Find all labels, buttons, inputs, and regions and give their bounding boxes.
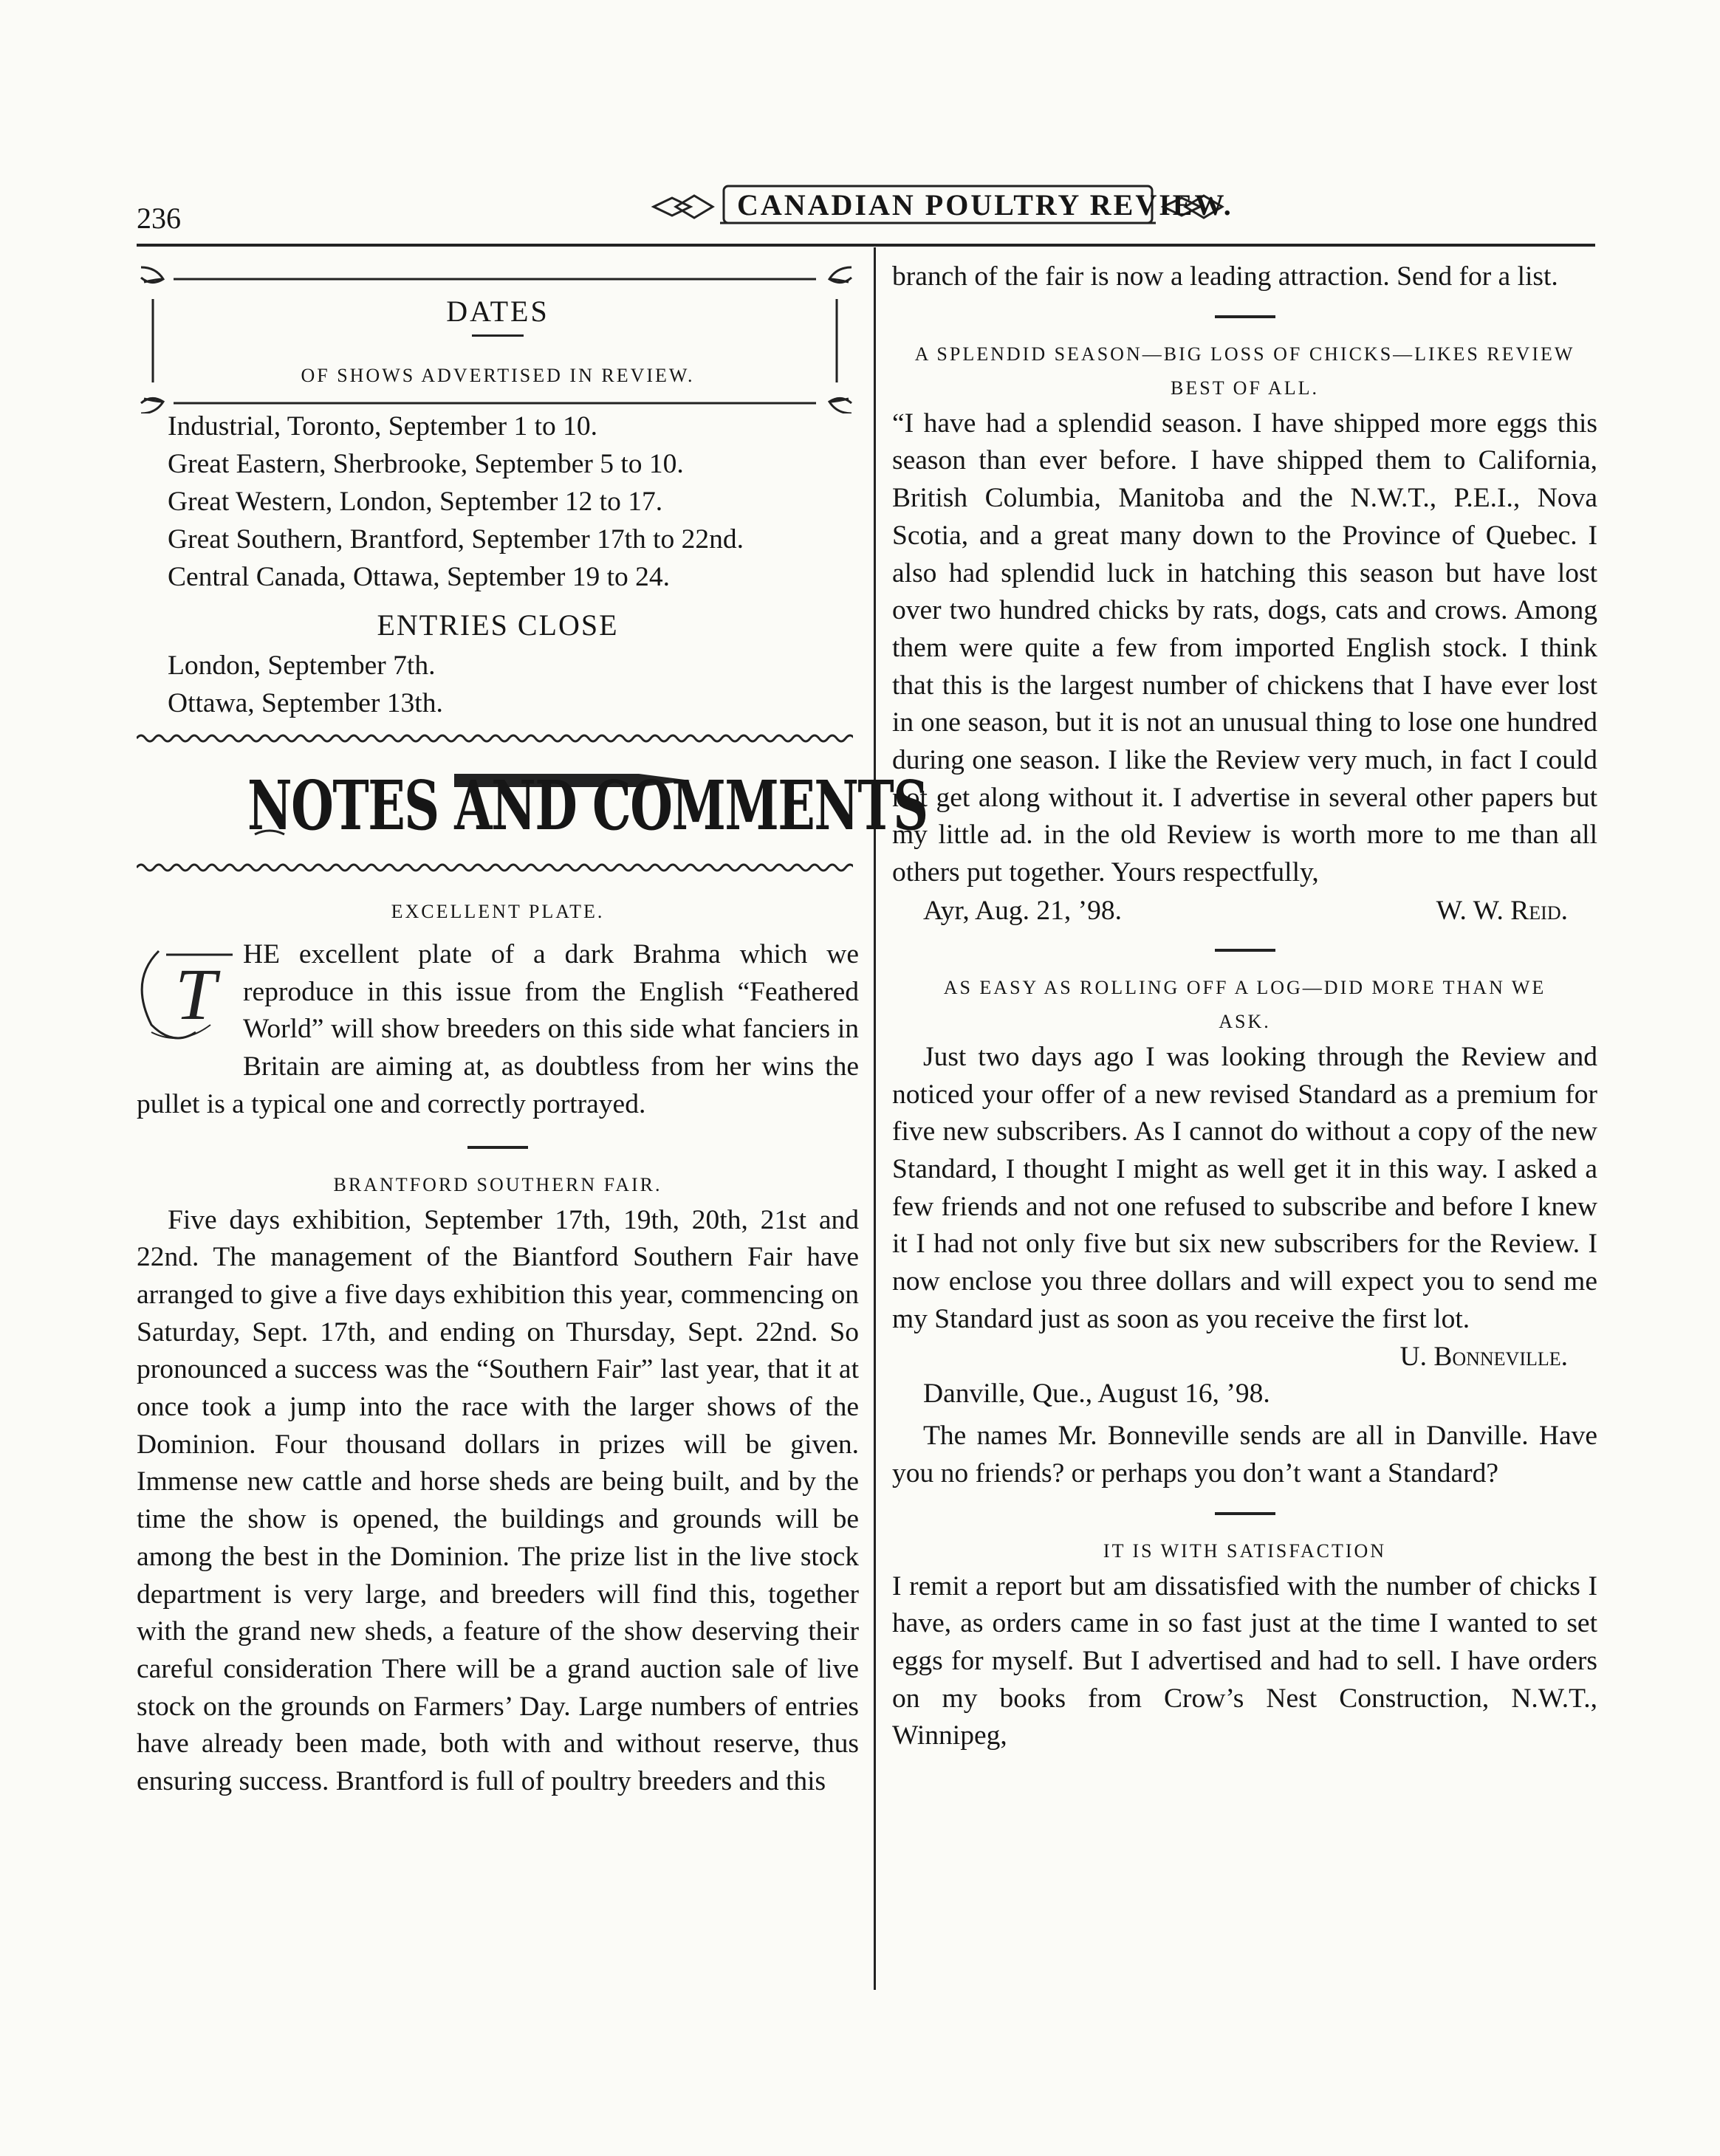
dates-box-frame [137, 258, 859, 413]
list-item: Ottawa, September 13th. [168, 688, 443, 718]
list-item: Great Eastern, Sherbrooke, September 5 to 10. [168, 449, 684, 479]
section-heading: EXCELLENT PLATE. [391, 901, 605, 922]
notes-banner-title: NOTES AND COMMENTS [247, 766, 928, 845]
list-item: Great Western, London, September 12 to 17. [168, 487, 663, 517]
drop-cap-ornament [129, 936, 240, 1054]
signature-line [892, 892, 1597, 930]
dates-box [137, 258, 859, 413]
article-text: The names Mr. Bonneville sends are all in Danville. Have you no friends? or perhaps you don’t want a Standard? [892, 1421, 1597, 1489]
article-text: “I have had a splendid season. I have shipped more eggs this season than ever before. I have shipped them to California, British Columbia, Manitoba and the N.W.T., P.E.I., Nova Scotia, and a great many down to the Province of Quebec. I also had splendid luck in hatching this season but have lost over two hundred chicks by rats, dogs, cats and crows. Among them were quite a few from imported English stock. I think that this is the largest number of chickens that I have ever lost in one season, but it is not an unusual thing to lose one hundred during one season. I like the Review very much, in fact I could not get along without it. I advertise in several other papers but my little ad. in the old Review is worth more to me than all others put together. Yours respectfully, [892, 408, 1597, 888]
dates-subtitle: OF SHOWS ADVERTISED IN REVIEW. [301, 365, 695, 386]
list-item: London, September 7th. [168, 650, 436, 681]
notes-banner [137, 749, 928, 860]
letter-signature: W. W. Reid. [1436, 895, 1568, 926]
dates-list [137, 408, 859, 596]
separator [1215, 949, 1275, 952]
page-number: 236 [137, 202, 181, 235]
entries-list [137, 647, 859, 722]
drop-cap-letter: T [175, 953, 216, 1035]
letter-signature: U. Bonneville. [1399, 1342, 1568, 1373]
separator [467, 1146, 528, 1149]
article-text: HE excellent plate of a dark Brahma which we reproduce in this issue from the English “Feathered World” will show breeders on this side what fanciers in Britain are aiming at, as doubtless from her wins the pullet is a typical one and correctly portrayed. [137, 939, 859, 1119]
letter-place: Ayr, Aug. 21, ’98. [923, 895, 1123, 926]
header-rule [137, 244, 1595, 247]
left-column [137, 258, 928, 1801]
article-text: I remit a report but am dissatisfied with the number of chicks I have, as orders came in so fast just at the time I wanted to set eggs for myself. But I advertised and had to sell. I have orders on my books from Crow’s Nest Construction, N.W.T., Winnipeg, [892, 1570, 1597, 1751]
drop-cap [129, 936, 240, 1054]
wave-rule-bottom [137, 860, 853, 875]
letter-place: Danville, Que., August 16, ’98. [923, 1379, 1270, 1410]
list-item: Great Southern, Brantford, September 17th to 22nd. [168, 524, 744, 555]
wave-rule-top [137, 731, 853, 746]
separator [1215, 315, 1275, 318]
section-heading: AS EASY AS ROLLING OFF A LOG—DID MORE THAN WE ASK. [943, 976, 1546, 1032]
column-divider [874, 247, 876, 1990]
right-column [892, 258, 1597, 1755]
masthead-title: CANADIAN POULTRY REVIEW. [737, 188, 1233, 222]
section-heading: IT IS WITH SATISFACTION [1103, 1539, 1387, 1562]
article-text: Five days exhibition, September 17th, 19th, 20th, 21st and 22nd. The management of the Biantford Southern Fair have arranged to give a five days exhibition this year, commencing on Saturday, Sept. 17th, and ending on Thursday, Sept. 22nd. So pronounced a success was the “Southern Fair” last year, that it at once took a jump into the race with the larger shows of the Dominion. Four thousand dollars in prizes will be given. Immense new cattle and horse sheds are being built, and by the time the show is opened, the buildings and grounds will be among the best in the Dominion. The prize list in the live stock department is very large, and breeders will find this, together with the grand new sheds, a feature of the show deserving their careful consideration There will be a grand auction sale of live stock on the grounds on Farmers’ Day. Large numbers of entries have already been made, both with and without reserve, thus ensuring success. Brantford is full of poultry breeders and this [137, 1204, 859, 1797]
list-item: Industrial, Toronto, September 1 to 10. [168, 411, 598, 442]
dates-title: DATES [446, 295, 549, 328]
plate-article [137, 936, 859, 1124]
article-text: branch of the fair is now a leading attraction. Send for a list. [892, 261, 1558, 292]
section-heading: BRANTFORD SOUTHERN FAIR. [333, 1173, 662, 1195]
article-text: Just two days ago I was looking through the Review and noticed your offer of a new revised Standard as a premium for five new subscribers. As I cannot do without a copy of the new Standard, I thought I might as well get it in this way. I asked a few friends and not one refused to subscribe and before I knew it I had not only five but six new subscribers for the Review. I now enclose you three dollars and will expect you to send me my Standard just as soon as you receive the first lot. [892, 1041, 1597, 1334]
separator [1215, 1512, 1275, 1515]
entries-title: ENTRIES CLOSE [377, 608, 619, 642]
section-heading: A SPLENDID SEASON—BIG LOSS OF CHICKS—LIKES REVIEW BEST OF ALL. [914, 343, 1575, 399]
masthead [650, 177, 1233, 236]
list-item: Central Canada, Ottawa, September 19 to 24. [168, 562, 671, 592]
